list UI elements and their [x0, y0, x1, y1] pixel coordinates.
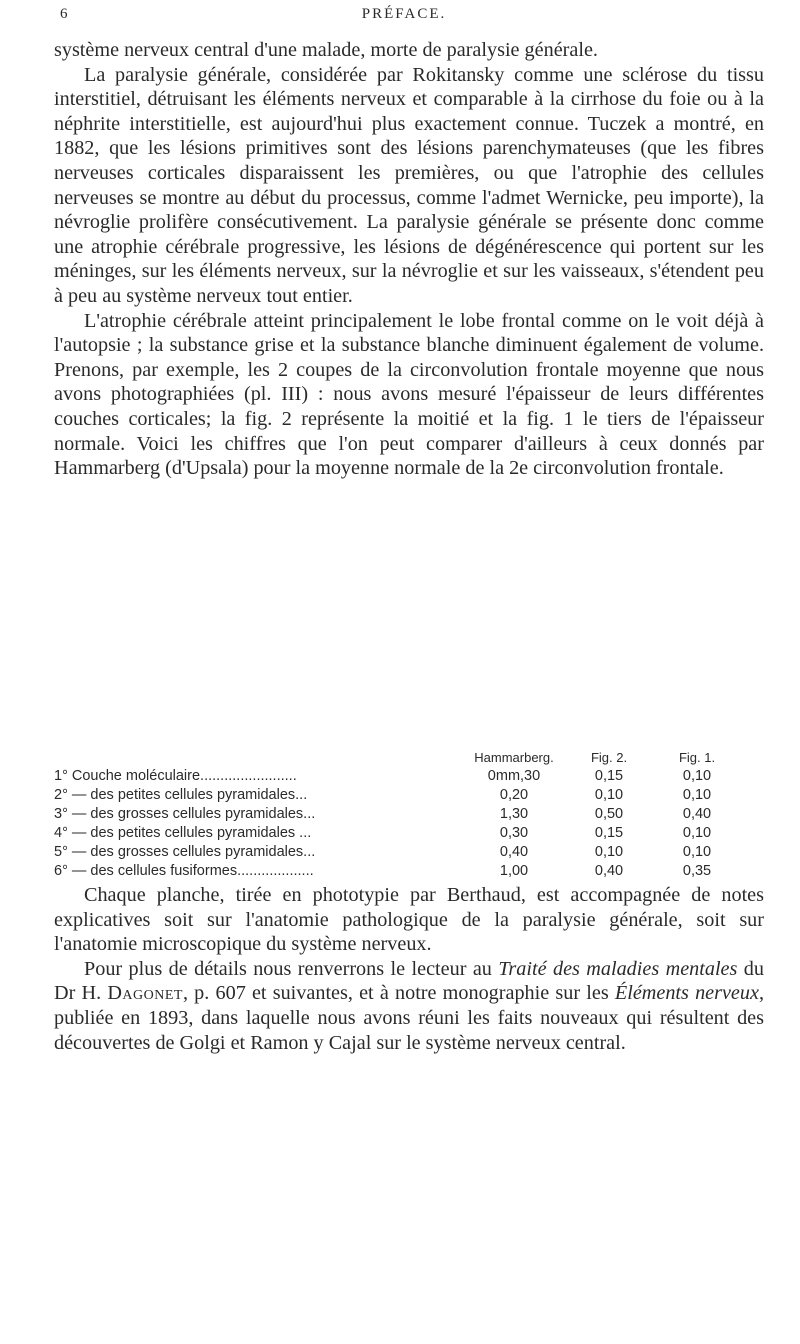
page-number: 6	[60, 6, 69, 22]
cell-hammarberg: 0,20	[499, 787, 529, 803]
cell-fig1: 0,10	[682, 787, 712, 803]
book-title-traite: Traité des maladies mentales	[498, 957, 738, 980]
paragraph-planches: Chaque planche, tirée en phototypie par Berthaud, est accompagnée de notes explicatives soit sur l'anatomie pathologique de la paralysie générale, soit sur l'anatomie microscopique du système nerveux.	[54, 884, 764, 956]
table-row	[54, 767, 774, 786]
paragraph-atrophie: L'atrophie cérébrale atteint principalement le lobe frontal comme on le voit déjà à l'autopsie ; la substance grise et la substance blanche diminuent également de volume. Prenons, par exemple, les 2 coupes de la circonvolution frontale moyenne que nous avons photographiées (pl. III) : nous avons mesuré l'épaisseur de leurs différentes couches corticales; la fig. 2 représente la moitié et la fig. 1 le tiers de l'épaisseur normale. Voici les chiffres que l'on peut comparer d'ailleurs à ceux donnés par Hammarberg (d'Upsala) pour la moyenne normale de la 2e circonvolution frontale.	[54, 309, 764, 480]
table-header-row	[54, 748, 774, 767]
cell-fig2: 0,10	[594, 844, 624, 860]
row-label: 4° — des petites cellules pyramidales ...	[54, 825, 312, 841]
col-fig1: Fig. 1.	[678, 750, 716, 765]
row-label: 5° — des grosses cellules pyramidales...	[54, 844, 316, 860]
main-text	[54, 38, 764, 481]
cell-hammarberg: 1,30	[499, 806, 529, 822]
cell-fig1: 0,10	[682, 844, 712, 860]
page-header	[54, 6, 754, 30]
cell-fig2: 0,15	[594, 768, 624, 784]
row-label: 6° — des cellules fusiformes...................	[54, 863, 314, 879]
table-row	[54, 805, 774, 824]
author-dagonet: Dagonet	[107, 982, 183, 1005]
cell-fig1: 0,35	[682, 863, 712, 879]
text-run: du Dr H.	[54, 957, 764, 1005]
text-run: , publiée en 1893, dans laquelle nous avons réuni les faits nouveaux qui résultent des découvertes de Golgi et Ramon y Cajal sur le système nerveux central.	[54, 982, 764, 1054]
cell-fig2: 0,40	[594, 863, 624, 879]
col-hammarberg: Hammarberg.	[474, 750, 554, 765]
cell-fig2: 0,15	[594, 825, 624, 841]
table-row	[54, 824, 774, 843]
running-title: PRÉFACE.	[361, 6, 447, 22]
cell-hammarberg: 0,30	[499, 825, 529, 841]
row-label: 1° Couche moléculaire........................	[54, 768, 297, 784]
text-run: Pour plus de détails nous renverrons le lecteur au	[84, 957, 499, 980]
row-label: 3° — des grosses cellules pyramidales...	[54, 806, 316, 822]
table-row	[54, 843, 774, 862]
cell-fig2: 0,10	[594, 787, 624, 803]
cell-hammarberg: 1,00	[499, 863, 529, 879]
cell-fig2: 0,50	[594, 806, 624, 822]
paragraph-continued: système nerveux central d'une malade, morte de paralysie générale.	[54, 39, 598, 61]
cell-fig1: 0,10	[682, 825, 712, 841]
cell-hammarberg: 0,40	[499, 844, 529, 860]
cell-fig1: 0,40	[682, 806, 712, 822]
row-label: 2° — des petites cellules pyramidales...	[54, 787, 308, 803]
table-row	[54, 786, 774, 805]
table-row	[54, 862, 774, 881]
closing-text	[54, 883, 764, 1055]
paragraph-details	[54, 957, 764, 1055]
text-run: , p. 607 et suivantes, et à notre monographie sur les	[182, 982, 615, 1005]
cell-fig1: 0,10	[682, 768, 712, 784]
cell-hammarberg: 0mm,30	[487, 768, 541, 784]
paragraph-paralysie: La paralysie générale, considérée par Rokitansky comme une sclérose du tissu interstitiel, détruisant les éléments nerveux et comparable à la cirrhose du foie ou à la néphrite interstitielle, est aujourd'hui plus exactement connue. Tuczek a montré, en 1882, que les lésions primitives sont des lésions parenchymateuses (que les fibres nerveuses corticales disparaissent les premières, ou que l'atrophie des cellules nerveuses se montre au début du processus, comme l'admet Wernicke, peu importe), la névroglie prolifère consécutivement. La paralysie générale se présente donc comme une atrophie cérébrale progressive, les lésions de dégénérescence qui portent sur les méninges, sur les éléments nerveux, sur la névroglie et sur les vaisseaux, s'étendent peu à peu au système nerveux tout entier.	[54, 63, 764, 307]
book-title-elements: Éléments nerveux	[614, 982, 759, 1005]
measurement-table	[54, 748, 774, 881]
col-fig2: Fig. 2.	[590, 750, 628, 765]
